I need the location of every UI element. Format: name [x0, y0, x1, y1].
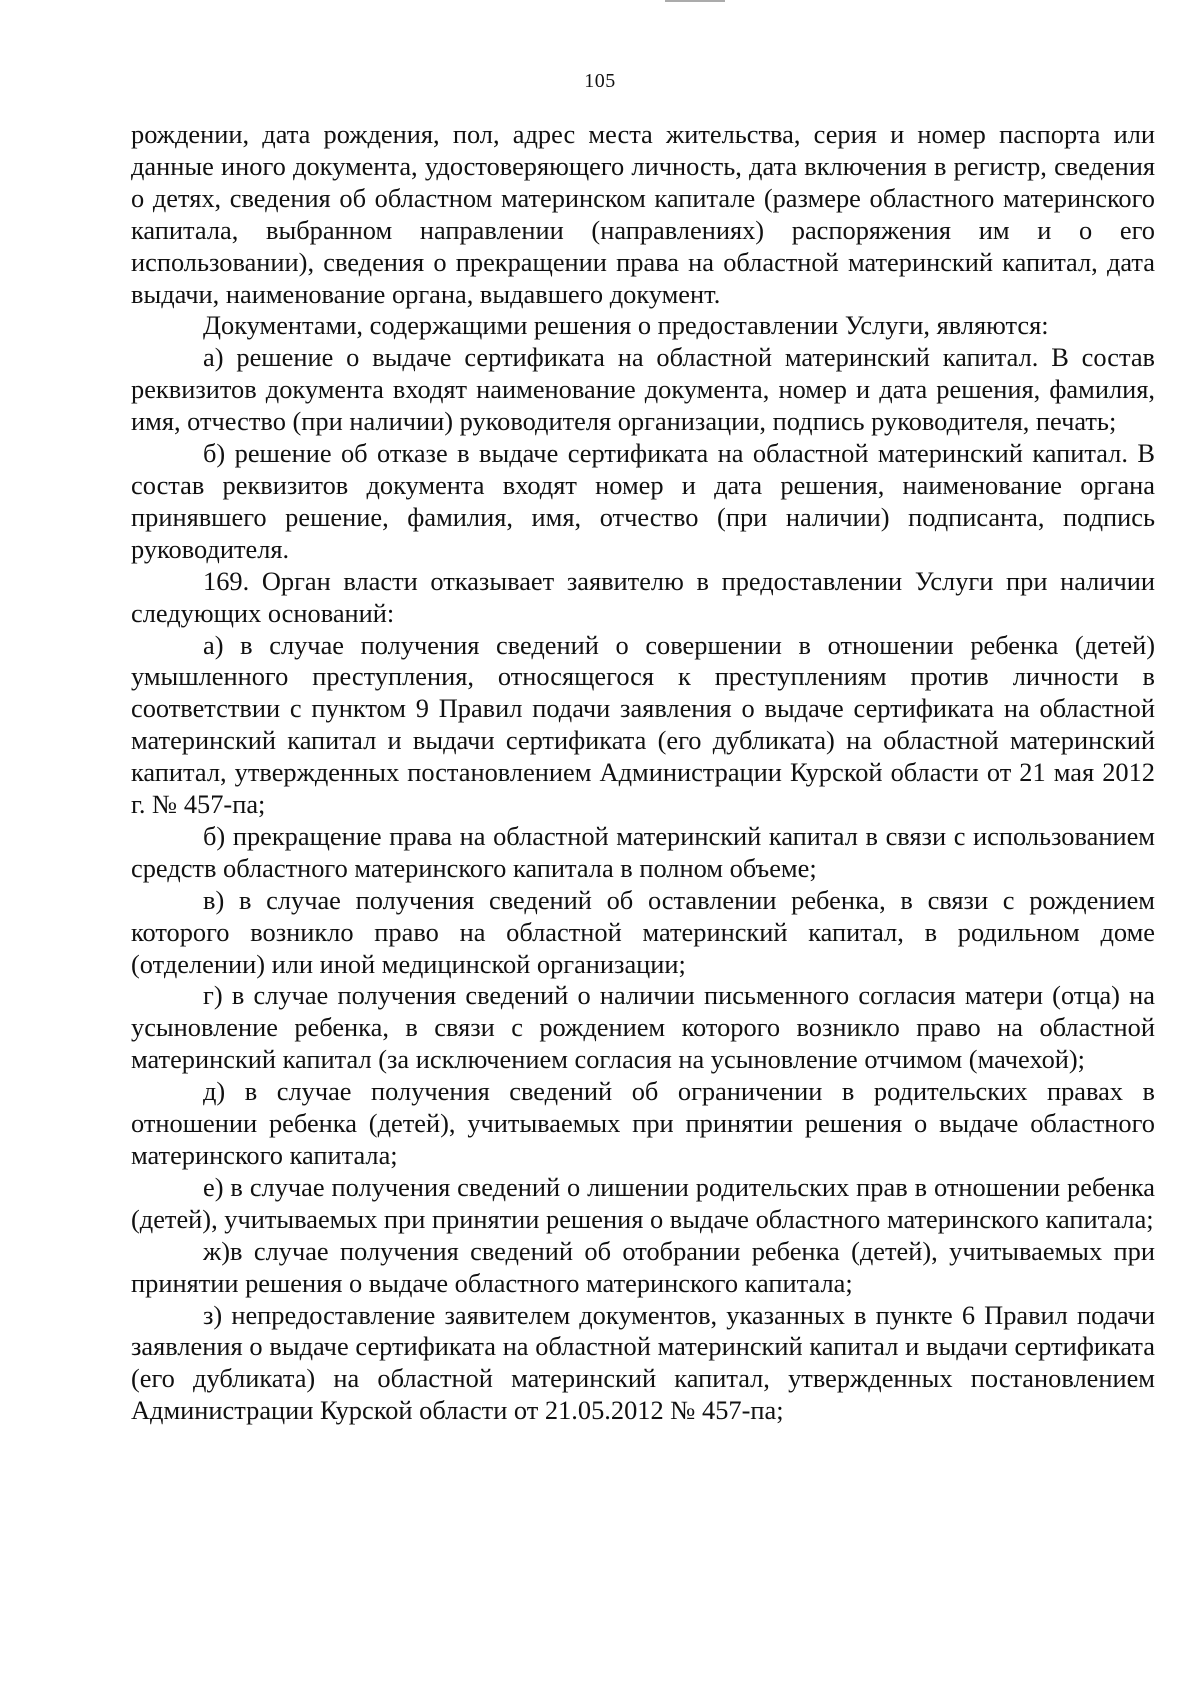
paragraph-item-b-refusal-decision: б) решение об отказе в выдаче сертификата на областной материнский капитал. В состав реквизитов документа входят номер и дата решения, наименование органа принявшего решение, фамилия, имя, отчество (при наличии) подписанта, подпись руководителя.: [131, 438, 1155, 564]
paragraph-ground-zh: ж)в случае получения сведений об отобрании ребенка (детей), учитываемых при принятии решения о выдаче областного материнского капитала;: [131, 1235, 1155, 1298]
paragraph-ground-v: в) в случае получения сведений об оставлении ребенка, в связи с рождением которого возникло право на областной материнский капитал, в родильном доме (отделении) или иной медицинской организации;: [131, 884, 1155, 979]
paragraph-documents-intro: Документами, содержащими решения о предоставлении Услуги, являются:: [203, 310, 1049, 341]
paragraph-ground-z: з) непредоставление заявителем документов, указанных в пункте 6 Правил подачи заявления о выдаче сертификата на областной материнский капитал и выдачи сертификата (его дубликата) на областной материнский капитал, утвержденных постановлением Администрации Курской области от 21.05.2012 № 457-па;: [131, 1299, 1155, 1426]
paragraph-169-refusal-grounds: 169. Орган власти отказывает заявителю в предоставлении Услуги при наличии следующих оснований:: [131, 565, 1155, 628]
paragraph-ground-b: б) прекращение права на областной материнский капитал в связи с использованием средств областного материнского капитала в полном объеме;: [131, 820, 1155, 883]
paragraph-ground-g: г) в случае получения сведений о наличии письменного согласия матери (отца) на усыновление ребенка, в связи с рождением которого возникло право на областной материнский капитал (за исключением согласия на усыновление отчимом (мачехой);: [131, 980, 1155, 1075]
paragraph-ground-a: а) в случае получения сведений о совершении в отношении ребенка (детей) умышленного преступления, относящегося к преступлениям против личности в соответствии с пунктом 9 Правил подачи заявления о выдаче сертификата на областной материнский капитал и выдачи сертификата (его дубликата) на областной материнский капитал, утвержденных постановлением Администрации Курской области от 21 мая 2012 г. № 457-па;: [131, 629, 1155, 820]
paragraph-ground-d: д) в случае получения сведений об ограничении в родительских правах в отношении ребенка (детей), учитываемых при принятии решения о выдаче областного материнского капитала;: [131, 1076, 1155, 1170]
paragraph-continuation: рождении, дата рождения, пол, адрес места жительства, серия и номер паспорта или данные иного документа, удостоверяющего личность, дата включения в регистр, сведения о детях, сведения об областном материнском капитале (размере областного материнского капитала, выбранном направлении (направлениях) распоряжения им и о его использовании), сведения о прекращении права на областной материнский капитал, дата выдачи, наименование органа, выдавшего документ.: [131, 119, 1155, 309]
paragraph-ground-e: е) в случае получения сведений о лишении родительских прав в отношении ребенка (детей), учитываемых при принятии решения о выдаче областного материнского капитала;: [131, 1171, 1155, 1234]
document-body: [131, 119, 1155, 1427]
paragraph-item-a-issue-decision: а) решение о выдаче сертификата на областной материнский капитал. В состав реквизитов документа входят наименование документа, номер и дата решения, фамилия, имя, отчество (при наличии) руководителя организации, подпись руководителя, печать;: [131, 342, 1155, 437]
page-number: 105: [584, 70, 616, 92]
scan-edge-mark: [665, 0, 725, 8]
